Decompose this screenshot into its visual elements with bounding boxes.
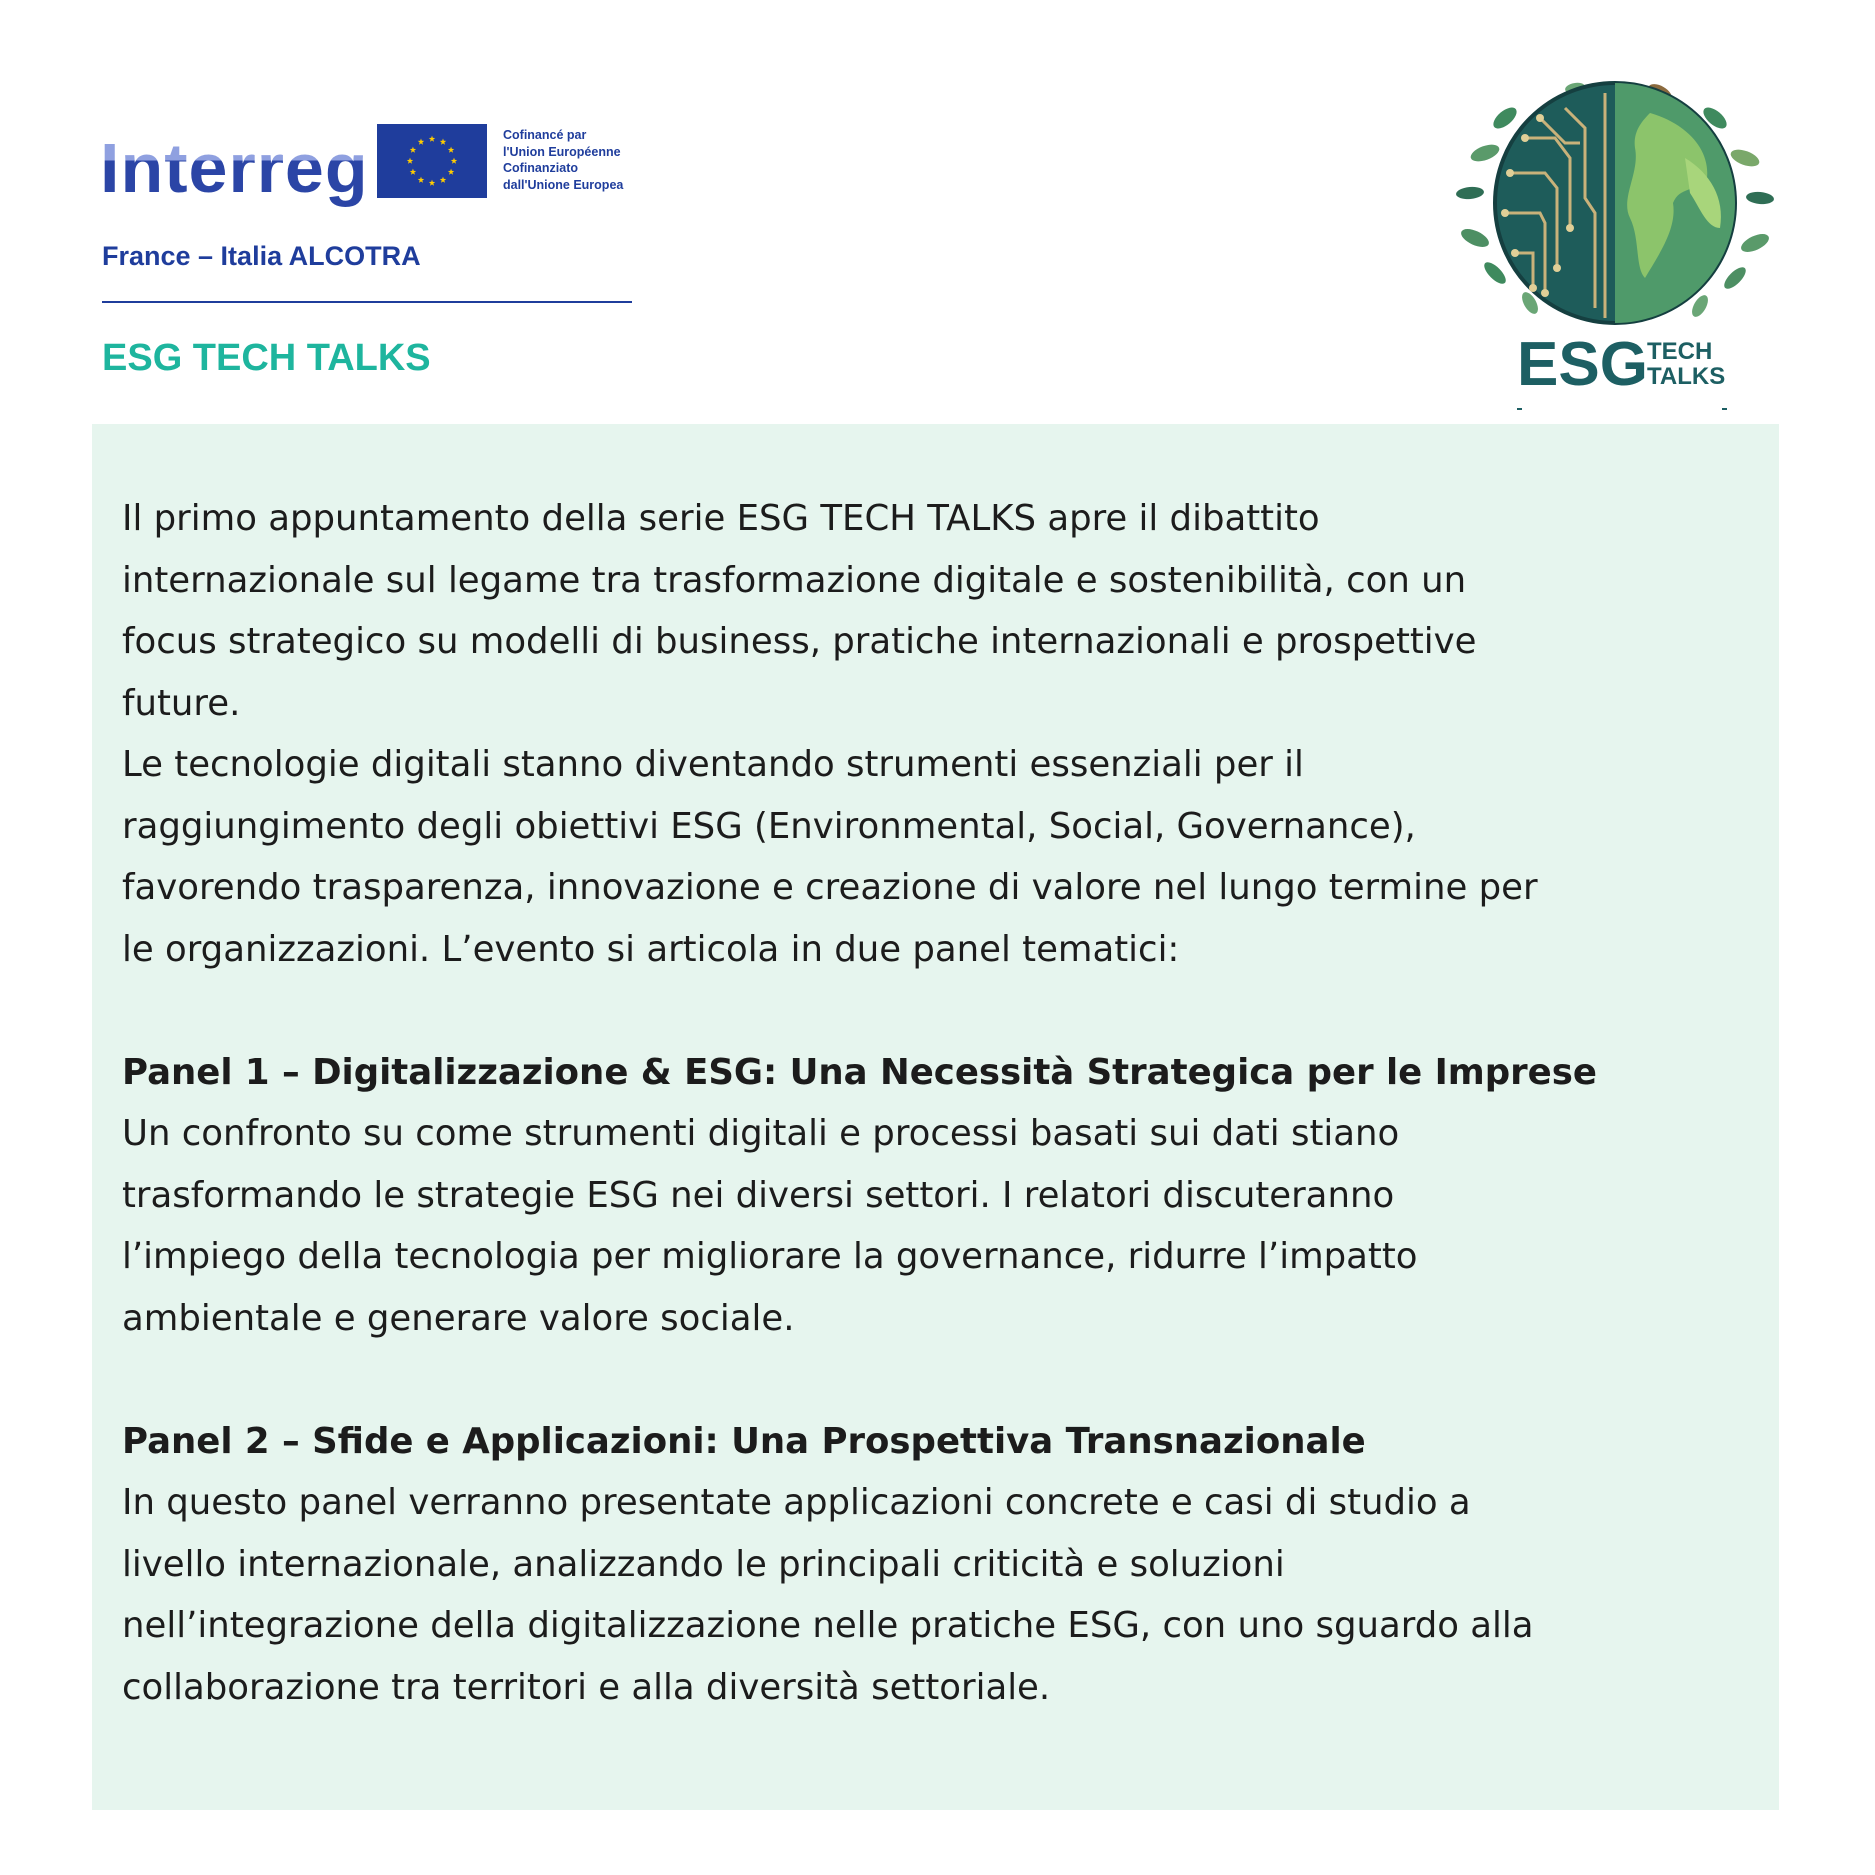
esg-tech-talks-logo xyxy=(1445,78,1795,418)
cofunding-line: l'Union Européenne xyxy=(503,144,621,159)
globe-circuit-icon xyxy=(1445,78,1795,328)
cofunding-line: Cofinanziato xyxy=(503,161,578,175)
interreg-logo-wordmark: Interreg xyxy=(100,122,369,214)
header-divider xyxy=(102,301,632,303)
esg-logo-big-text: ESG xyxy=(1517,330,1648,399)
content-text xyxy=(122,488,1772,1718)
panel1-line: ambientale e generare valore sociale. xyxy=(122,1297,795,1339)
paragraph-gap xyxy=(122,980,1772,1042)
esg-logo-text xyxy=(1517,330,1737,403)
panel2-line: In questo panel verranno presentate applicazioni concrete e casi di studio a xyxy=(122,1482,1471,1523)
panel1-line: trasformando le strategie ESG nei diversi settori. I relatori discuteranno xyxy=(122,1174,1395,1216)
panel1-line: Un confronto su come strumenti digitali e processi basati sui dati stiano xyxy=(122,1113,1400,1154)
cofunding-line: dall'Unione Europea xyxy=(503,177,624,192)
esg-logo-small-text xyxy=(1647,339,1725,389)
panel2-line: collaborazione tra territori e alla diversità settoriale. xyxy=(122,1666,1051,1708)
eu-cofunding-text xyxy=(503,127,663,193)
intro-line: Le tecnologie digitali stanno diventando strumenti essenziali per il xyxy=(122,744,1304,785)
esg-logo-tick xyxy=(1722,408,1727,410)
intro-line: Il primo appuntamento della serie ESG TECH TALKS apre il dibattito xyxy=(122,498,1320,539)
intro-line: raggiungimento degli obiettivi ESG (Environmental, Social, Governance), xyxy=(122,805,1416,847)
paragraph-gap xyxy=(122,1349,1772,1411)
panel2-line: nell’integrazione della digitalizzazione nelle pratiche ESG, con uno sguardo alla xyxy=(122,1605,1534,1646)
program-name: France – Italia ALCOTRA xyxy=(102,241,421,271)
intro-line: internazionale sul legame tra trasformazione digitale e sostenibilità, con un xyxy=(122,559,1467,601)
esg-logo-underline-marks xyxy=(1517,408,1727,410)
intro-line: favorendo trasparenza, innovazione e creazione di valore nel lungo termine per xyxy=(122,867,1538,908)
esg-logo-small-line: TALKS xyxy=(1647,363,1726,390)
series-title: ESG TECH TALKS xyxy=(102,337,431,379)
panel2-line: livello internazionale, analizzando le principali criticità e soluzioni xyxy=(122,1543,1285,1585)
intro-line: le organizzazioni. L’evento si articola in due panel tematici: xyxy=(122,928,1180,970)
cofunding-line: Cofinancé par xyxy=(503,128,587,142)
eu-flag-icon xyxy=(377,124,487,198)
panel2-heading: Panel 2 – Sfide e Applicazioni: Una Prospettiva Transnazionale xyxy=(122,1420,1366,1462)
intro-line: focus strategico su modelli di business, pratiche internazionali e prospettive xyxy=(122,621,1477,662)
content-panel xyxy=(92,424,1779,1810)
intro-line: future. xyxy=(122,682,241,724)
esg-logo-tick xyxy=(1517,408,1522,410)
esg-logo-small-line: TECH xyxy=(1647,338,1713,365)
panel1-heading: Panel 1 – Digitalizzazione & ESG: Una Necessità Strategica per le Imprese xyxy=(122,1051,1597,1093)
panel1-line: l’impiego della tecnologia per migliorare la governance, ridurre l’impatto xyxy=(122,1236,1418,1277)
